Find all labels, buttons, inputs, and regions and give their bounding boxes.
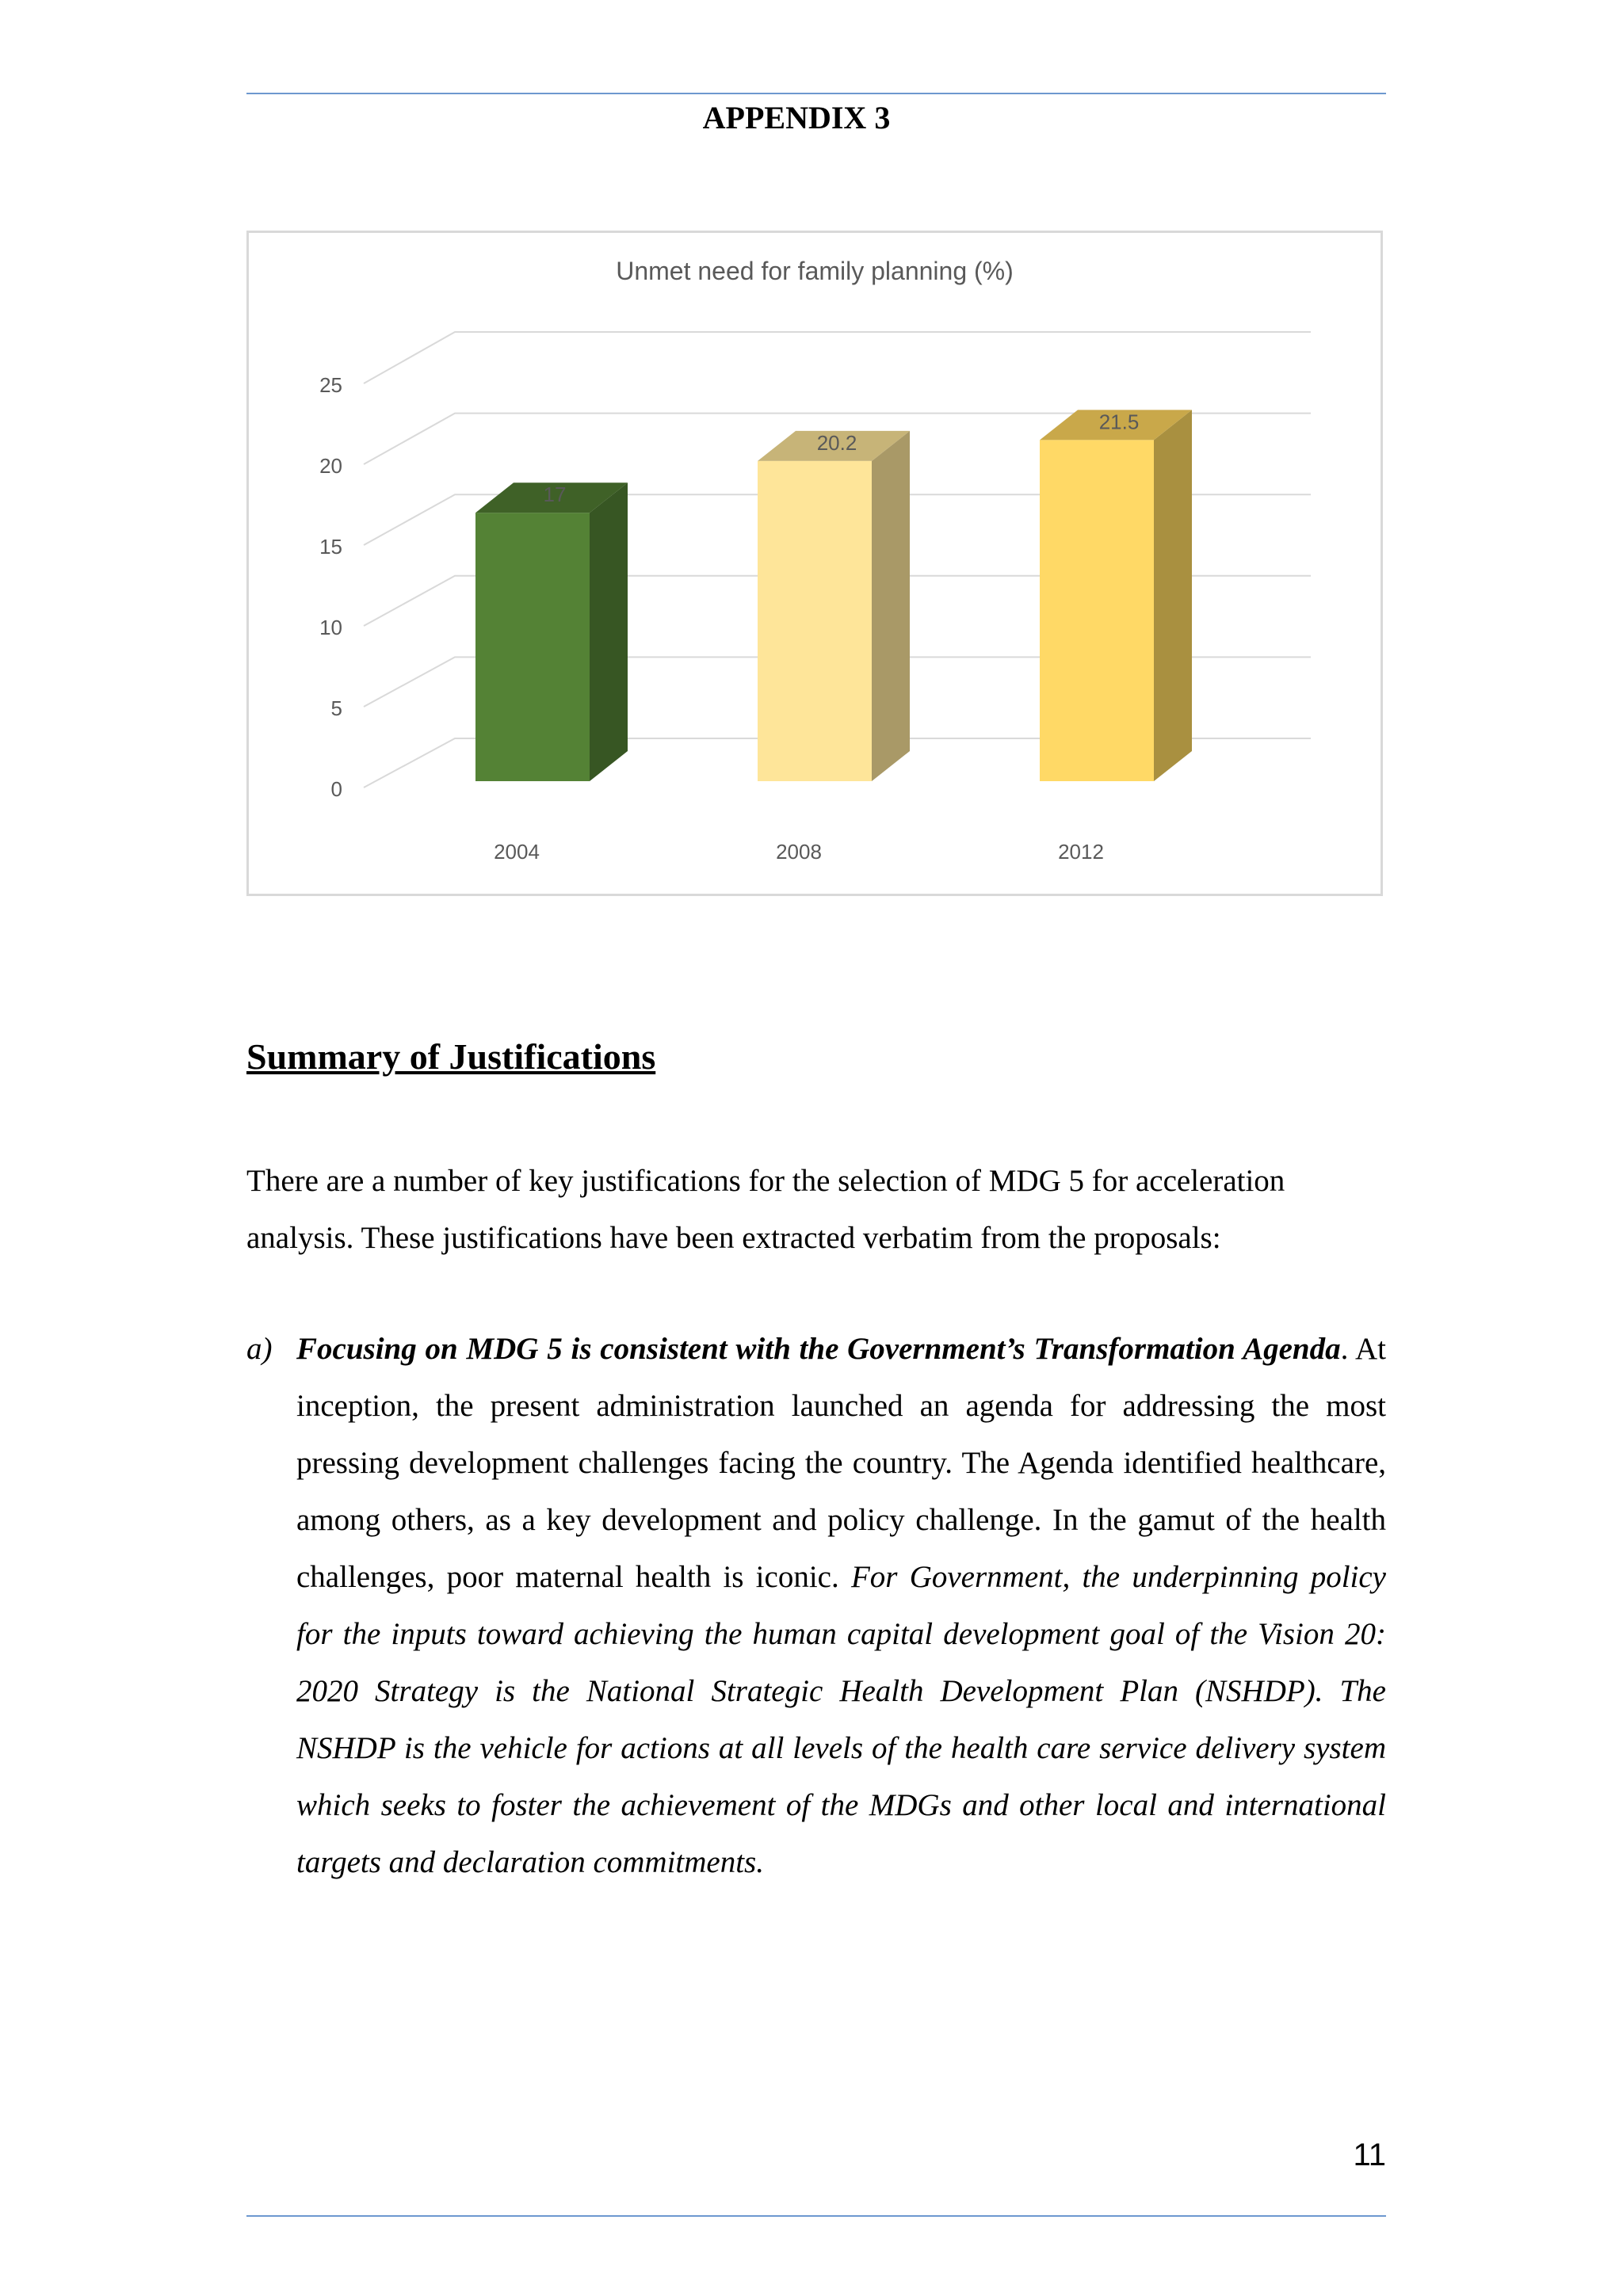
footer-rule — [246, 2215, 1386, 2217]
data-label: 20.2 — [816, 430, 857, 455]
x-tick-label: 2008 — [776, 840, 822, 864]
data-label: 21.5 — [1098, 410, 1140, 434]
bar — [475, 513, 590, 781]
bar — [1040, 440, 1154, 781]
x-tick-label: 2004 — [494, 840, 540, 864]
chart-container — [246, 231, 1383, 896]
intro-paragraph: There are a number of key justifications for the selection of MDG 5 for acceleration analysis. These justifications have been extracted verbatim from the proposals: — [246, 1164, 1285, 1255]
bar — [758, 461, 872, 781]
y-tick-label: 5 — [330, 696, 342, 720]
list-item-body — [296, 1321, 1386, 1891]
y-tick-label: 25 — [319, 373, 342, 397]
chart-title: Unmet need for family planning (%) — [616, 257, 1014, 285]
x-tick-label: 2012 — [1058, 840, 1104, 864]
list-item — [246, 1321, 1386, 1891]
gridline — [364, 332, 1311, 383]
bar-side — [1154, 410, 1192, 781]
item-lead: Focusing on MDG 5 is consistent with the Government’s Transformation Agenda — [296, 1332, 1341, 1366]
page-number: 11 — [1353, 2138, 1386, 2172]
item-italic-text: For Government, the underpinning policy for the inputs toward achieving the human capital development goal of the Vision 20: 2020 Strategy is the National Strategic Health Development Plan (NSHDP). The NSHDP is the vehicle for actions at all levels of the health care service delivery system which seeks to foster the achievement of the MDGs and other local and international targets and declaration commitments. — [296, 1560, 1386, 1879]
unmet-need-chart — [249, 233, 1381, 894]
header-rule — [246, 93, 1386, 94]
bar-side — [872, 431, 910, 781]
item-text: . At inception, the present administration launched an agenda for addressing the most pressing development challenges facing the country. The Agenda identified healthcare, among others, as a key development and policy challenge. In the gamut of the health challenges, poor maternal health is iconic. — [296, 1332, 1386, 1594]
y-tick-label: 10 — [319, 616, 342, 639]
appendix-title: APPENDIX 3 — [702, 100, 891, 135]
y-tick-label: 15 — [319, 535, 342, 559]
list-marker: a) — [246, 1332, 273, 1366]
y-tick-label: 20 — [319, 454, 342, 478]
y-tick-label: 0 — [330, 777, 342, 801]
section-heading: Summary of Justifications — [246, 1036, 656, 1077]
bar-side — [590, 482, 628, 781]
data-label: 17 — [543, 482, 567, 507]
